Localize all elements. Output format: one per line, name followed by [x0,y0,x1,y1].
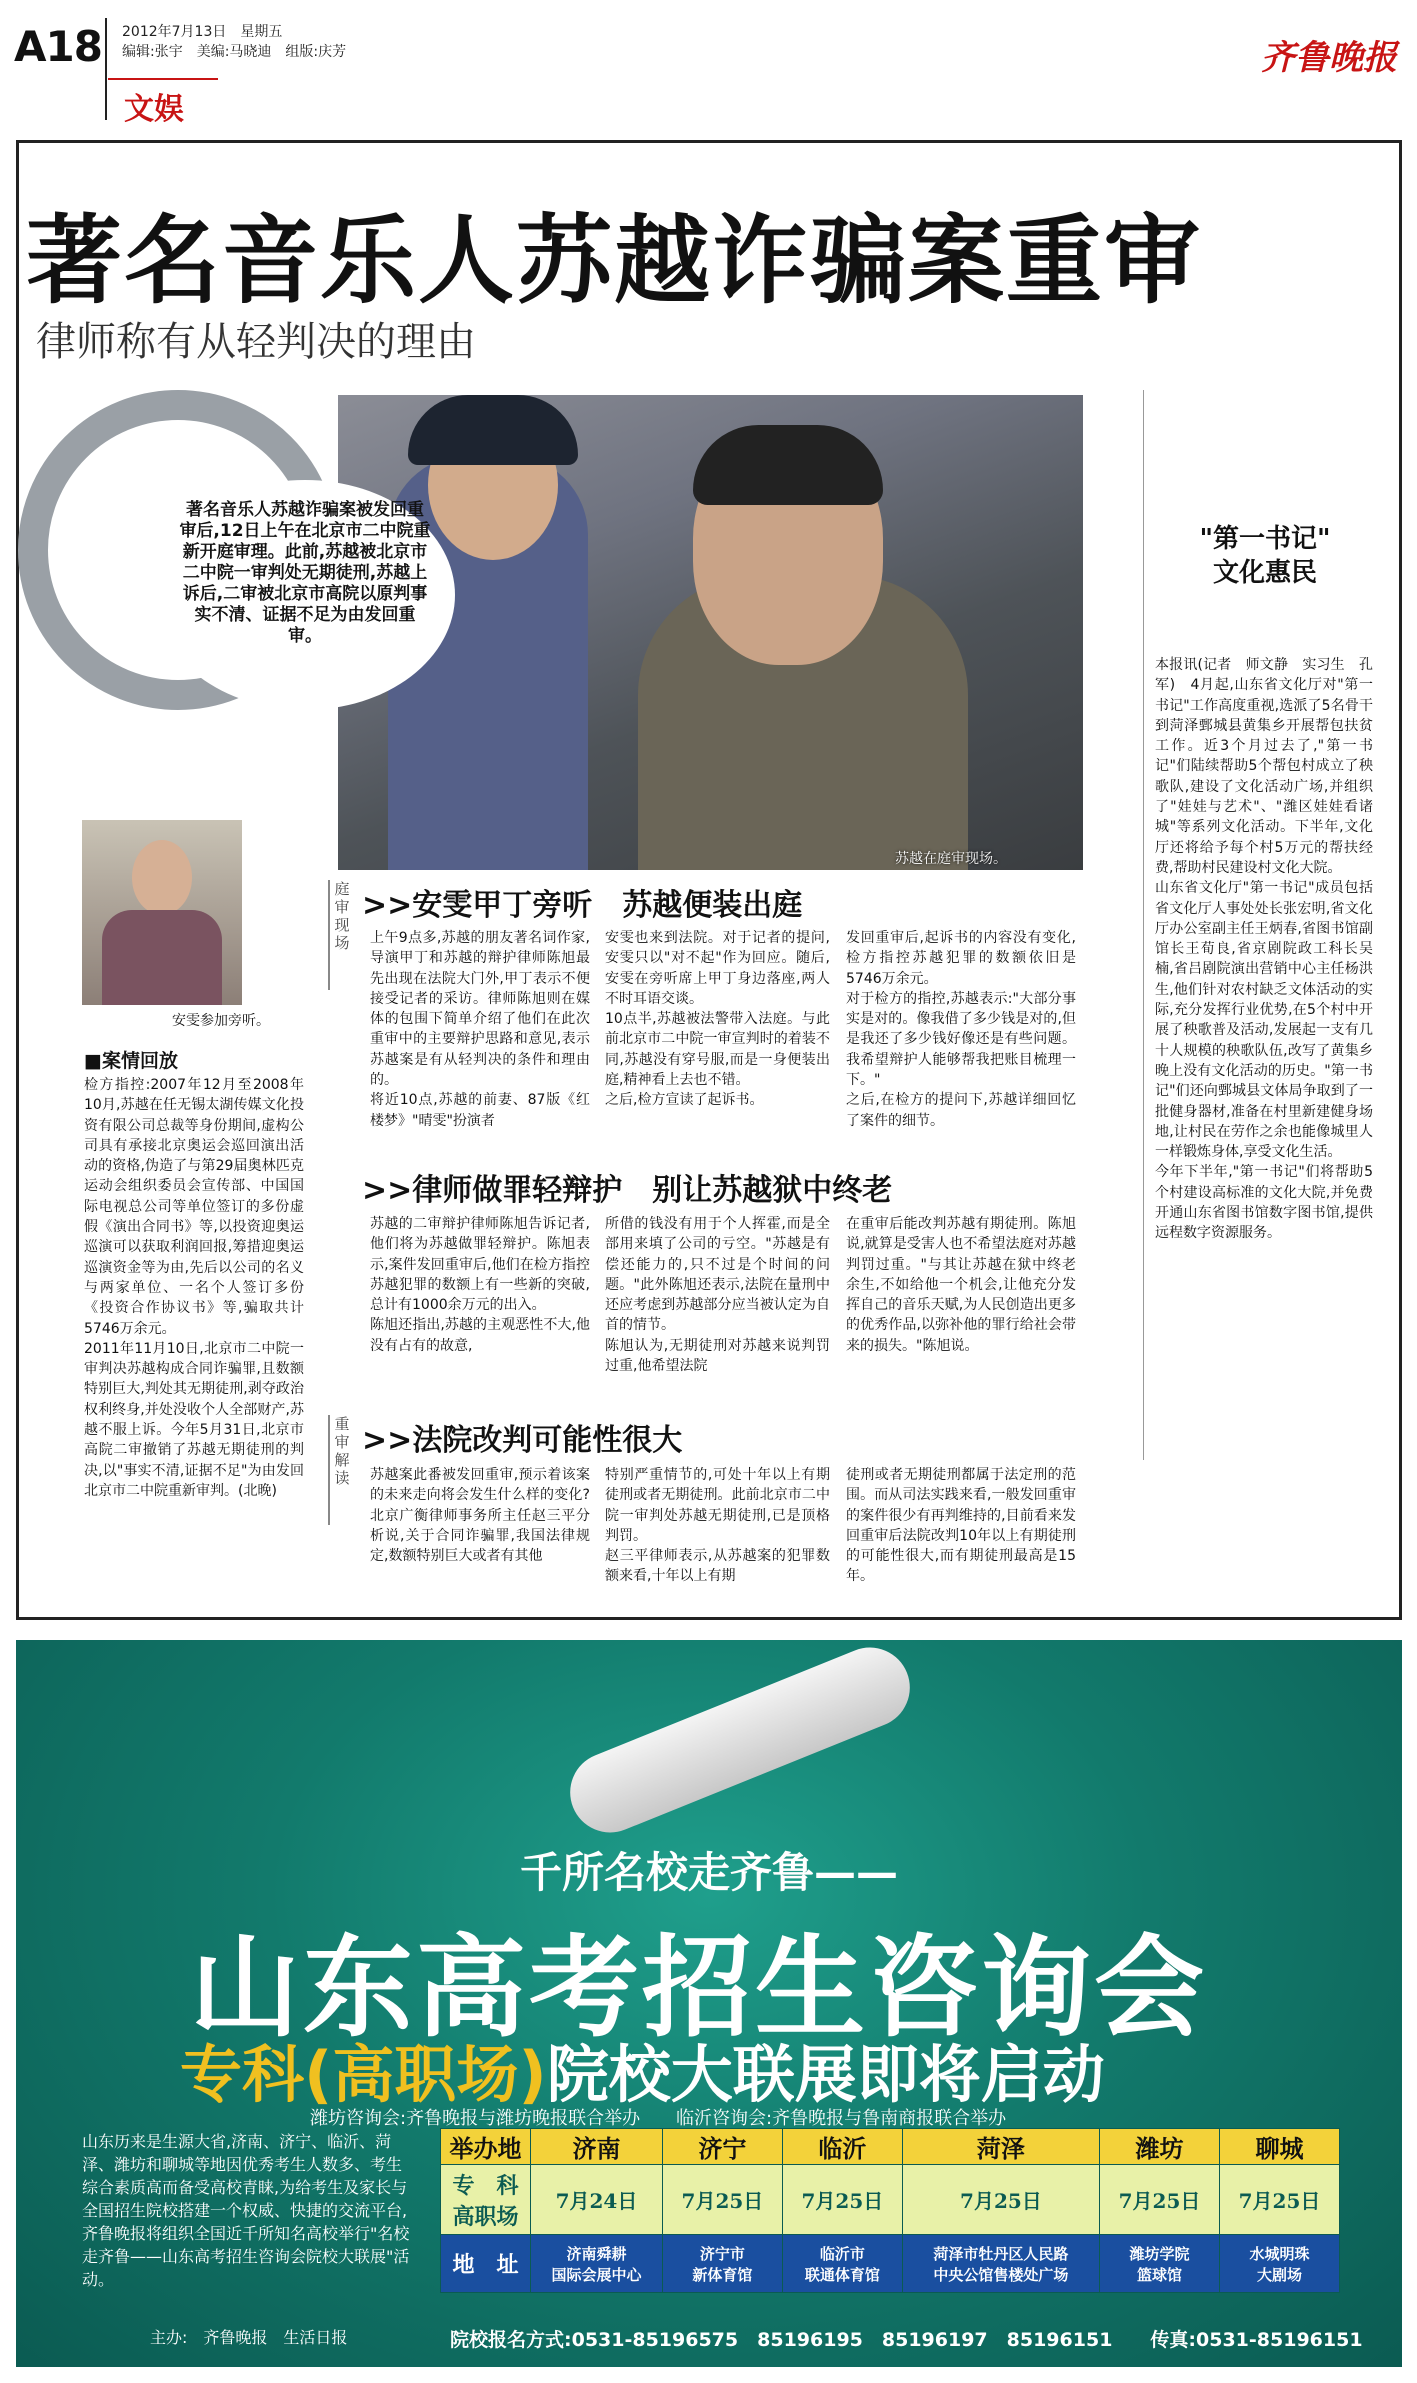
photo-caption: 苏越在庭审现场。 [895,851,1007,867]
ad-hosts: 潍坊咨询会:齐鲁晚报与潍坊晚报联合举办 临沂咨询会:齐鲁晚报与鲁南商报联合举办 [310,2108,1007,2129]
side-label-trial: 庭审现场 [328,880,354,990]
schedule-table [440,2128,1340,2293]
sub2-col1: 苏越的二审辩护律师陈旭告诉记者,他们将为苏越做罪轻辩护。陈旭表示,案件发回重审后,他们在检方指控苏越犯罪的数额上有一些新的突破,总计有1000余万元的出入。 陈旭还指出,苏越的主观恶性不大,他没有占有的故意, [370,1216,590,1354]
table-cell: 7月25日 [1219,2165,1339,2235]
table-cell: 7月25日 [662,2165,782,2235]
subheading-2: >>律师做罪轻辩护 别让苏越狱中终老 [362,1173,893,1208]
table-cell: 济宁市 新体育馆 [662,2235,782,2293]
header-meta [122,22,346,62]
sub1-col1: 上午9点多,苏越的朋友著名词作家,导演甲丁和苏越的辩护律师陈旭最先出现在法院大门外,甲丁表示不便接受记者的采访。律师陈旭则在媒体的包围下简单介绍了他们在此次重审中的主要辩护思路和意见,表示苏越案是有从轻判决的条件和理由的。 将近10点,苏越的前妻、87版《红楼梦》"晴雯"扮演者 [370,930,590,1129]
section-name: 文娱 [124,92,184,127]
table-cell: 临沂 [782,2129,902,2165]
table-cell: 济南舜耕 国际会展中心 [531,2235,663,2293]
table-cell: 济宁 [662,2129,782,2165]
page-header [0,0,1417,135]
intro-text: 著名音乐人苏越诈骗案被发回重审后,12日上午在北京市二中院重新开庭审理。此前,苏越被北京市二中院一审判处无期徒刑,苏越上诉后,二审被北京市高院以原判事实不清、证据不足为由发回重审。 [155,480,455,710]
table-cell: 专 科 高职场 [441,2165,531,2235]
header-divider [105,18,107,120]
ad-description: 山东历来是生源大省,济南、济宁、临沂、菏泽、潍坊和聊城等地因优秀考生人数多、考生综合素质高而备受高校青睐,为给考生及家长与全国招生院校搭建一个权威、快捷的交流平台,齐鲁晚报将组织全国近千所知名高校举行"名校走齐鲁——山东高考招生咨询会院校大联展"活动。 [82,2132,410,2289]
table-cell: 7月25日 [1100,2165,1220,2235]
sub2-col2: 所借的钱没有用于个人挥霍,而是全部用来填了公司的亏空。"苏越是有偿还能力的,只不过是个时间的问题。"此外陈旭还表示,法院在量刑中还应考虑到苏越部分应当被认定为自首的情节。 陈旭认为,无期徒刑对苏越来说判罚过重,他希望法院 [605,1216,830,1375]
sidebar-body: 本报讯(记者 师文静 实习生 孔军) 4月起,山东省文化厅对"第一书记"工作高度重视,选派了5名骨干到菏泽鄄城县黄集乡开展帮包扶贫工作。近3个月过去了,"第一书记"们陆续帮助5个帮包村成立了秧歌队,建设了文化活动广场,并组织了"娃娃与艺术"、"潍区娃娃看诸城"等系列文化活动。下半年,文化厅还将给予每个村5万元的帮扶经费,帮助村民建设村文化大院。 山东省文化厅"第一书记"成员包括省文化厅人事处处长张宏明,省文化厅办公室副主任王炳春,省图书馆副馆长王荀良,省京剧院政工科长吴楠,省吕剧院演出营销中心主任杨洪生,他们针对农村缺乏文体活动的实际,充分发挥行业优势,在5个村中开展了秧歌普及活动,发展起一支有几十人规模的秧歌队伍,改写了黄集乡晚上没有文化活动的历史。"第一书记"们还向鄄城县文体局争取到了一批健身器材,准备在村里新建健身场地,让村民在劳作之余也能像城里人一样锻炼身体,享受文化生活。 今年下半年,"第一书记"们将帮助5个村建设高标准的文化大院,并免费开通山东省图书馆数字图书馆,提供远程数字资源服务。 [1155,657,1373,1242]
table-cell: 聊城 [1219,2129,1339,2165]
table-cell: 潍坊 [1100,2129,1220,2165]
section-rule [108,78,218,80]
sub3-col2: 特别严重情节的,可处十年以上有期徒刑或者无期徒刑。此前北京市二中院一审判处苏越无期徒刑,已是顶格判罚。 赵三平律师表示,从苏越案的犯罪数额来看,十年以上有期 [605,1467,830,1585]
sub1-col2: 安雯也来到法院。对于记者的提问,安雯只以"对不起"作为回应。随后,安雯在旁听席上甲丁身边落座,两人不时耳语交谈。 10点半,苏越被法警带入法庭。与此前北京市二中院一审宣判时的着装不同,苏越没有穿号服,而是一身便装出庭,精神看上去也不错。 之后,检方宣读了起诉书。 [605,930,830,1109]
sub3-col3: 徒刑或者无期徒刑都属于法定刑的范围。而从司法实践来看,一般发回重审的案件很少有再判维持的,目前看来发回重审后法院改判10年以上有期徒刑的可能性很大,而有期徒刑最高是15年。 [846,1467,1076,1585]
ad-kicker: 千所名校走齐鲁—— [520,1848,899,1897]
table-cell: 水城明珠 大剧场 [1219,2235,1339,2293]
ad-organizer: 主办: 齐鲁晚报 生活日报 [150,2328,348,2347]
sidebar-title-line2: 文化惠民 [1212,558,1317,588]
sidebar-title [1150,522,1380,590]
sidebar-rule [1143,390,1144,1460]
table-row [441,2129,1340,2165]
ad-title: 山东高考招生咨询会 [190,1924,1207,2052]
subheading-3: >>法院改判可能性很大 [362,1423,683,1458]
date-line: 2012年7月13日 星期五 [122,24,283,40]
table-cell: 地 址 [441,2235,531,2293]
sub2-col3: 在重审后能改判苏越有期徒刑。陈旭说,就算是受害人也不希望法庭对苏越判罚过重。"与其让苏越在狱中终老余生,不如给他一个机会,让他充分发挥自己的音乐天赋,为人民创造出更多的优秀作品,以弥补他的罪行给社会带来的损失。"陈旭说。 [846,1216,1076,1354]
newspaper-logo: 齐鲁晚报 [1261,38,1397,78]
sub3-col1: 苏越案此番被发回重审,预示着该案的未来走向将会发生什么样的变化?北京广衡律师事务所主任赵三平分析说,关于合同诈骗罪,我国法律规定,数额特别巨大或者有其他 [370,1467,590,1565]
table-cell: 7月25日 [902,2165,1099,2235]
recap-title: ■案情回放 [84,1050,178,1072]
table-row [441,2235,1340,2293]
subheading-1: >>安雯甲丁旁听 苏越便装出庭 [362,888,803,923]
table-cell: 举办地 [441,2129,531,2165]
table-cell: 7月24日 [531,2165,663,2235]
editors-line: 编辑:张宇 美编:马晓迪 组版:庆芳 [122,44,347,60]
table-cell: 菏泽 [902,2129,1099,2165]
table-cell: 临沂市 联通体育馆 [782,2235,902,2293]
table-cell: 7月25日 [782,2165,902,2235]
anwen-photo [82,820,242,1005]
side-label-analysis: 重审解读 [328,1415,354,1525]
page-number: A18 [14,22,102,71]
headline: 著名音乐人苏越诈骗案重审 [26,205,1202,317]
table-row [441,2165,1340,2235]
table-cell: 菏泽市牡丹区人民路 中央公馆售楼处广场 [902,2235,1099,2293]
sub1-col3: 发回重审后,起诉书的内容没有变化,检方指控苏越犯罪的数额依旧是5746万余元。 对于检方的指控,苏越表示:"大部分事实是对的。像我借了多少钱是对的,但是我还了多少钱好像还是有些问题。我希望辩护人能够帮我把账目梳理一下。" 之后,在检方的提问下,苏越详细回忆了案件的细节。 [846,930,1076,1129]
ad-subtitle-b: 院校大联展即将启动 [546,2038,1105,2111]
recap-body: 检方指控:2007年12月至2008年10月,苏越在任无锡太湖传媒文化投资有限公司总裁等身份期间,虚构公司具有承接北京奥运会巡回演出活动的资格,伪造了与第29届奥林匹克运动会组织委员会宣传部、中国国际电视总公司等单位签订的多份虚假《演出合同书》等,以投资迎奥运巡演可以获取利润回报,筹措迎奥运巡演资金等为由,先后以公司的名义与两家单位、一名个人签订多份《投资合作协议书》等,骗取共计5746万余元。 2011年11月10日,北京市二中院一审判决苏越构成合同诈骗罪,且数额特别巨大,判处其无期徒刑,剥夺政治权利终身,并处没收个人全部财产,苏越不服上诉。今年5月31日,北京市高院二审撤销了苏越无期徒刑的判决,以"事实不清,证据不足"为由发回北京市二中院重新审判。(北晚) [84,1077,304,1499]
subheadline: 律师称有从轻判决的理由 [36,319,476,365]
ad-subtitle [180,2025,1105,2114]
table-cell: 济南 [531,2129,663,2165]
small-photo-caption: 安雯参加旁听。 [172,1013,270,1029]
court-photo [338,395,1083,870]
sidebar-title-line1: "第一书记" [1199,524,1331,554]
ad-contact: 院校报名方式:0531-85196575 85196195 85196197 85196151 传真:0531-85196151 [450,2329,1363,2351]
table-cell: 潍坊学院 篮球馆 [1100,2235,1220,2293]
ad-subtitle-a: 专科(高职场) [180,2038,547,2111]
